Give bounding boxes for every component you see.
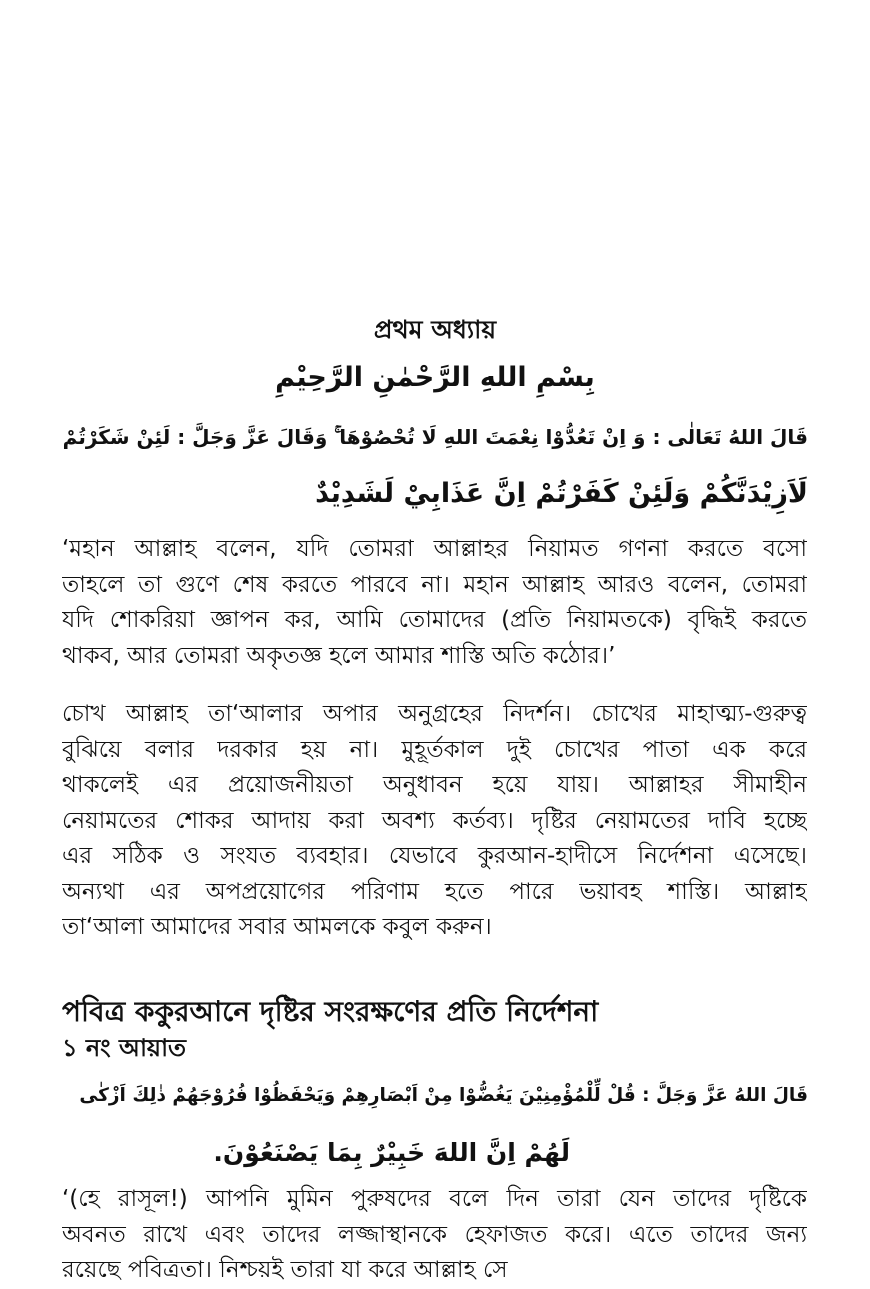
intro-paragraph [62,697,807,946]
intro-paragraph-line: থাকলেই এর প্রয়োজনীয়তা অনুধাবন হয়ে যায়। আল্লাহর সীমাহীন [62,772,807,798]
verse2-translation-line: ‘(হে রাসূল!) আপনি মুমিন পুরুষদের বলে দিন তারা যেন তাদের দৃষ্টিকে [62,1186,807,1212]
verse1-arabic-line-2: لَاَزِيْدَنَّكُمْ وَلَئِنْ كَفَرْتُمْ اِنَّ عَذَابِيْ لَشَدِيْدٌ [315,478,808,509]
verse1-translation-line: থাকব, আর তোমরা অকৃতজ্ঞ হলে আমার শাস্তি অতি কঠোর।’ [62,642,616,669]
verse1-translation-line: যদি শোকরিয়া জ্ঞাপন কর, আমি তোমাদের (প্রতি নিয়ামতকে) বৃদ্ধিই করতে [62,607,807,633]
intro-paragraph-line: এর সঠিক ও সংযত ব্যবহার। যেভাবে কুরআন-হাদীসে নির্দেশনা এসেছে। [62,843,807,869]
verse2-arabic-line-1: قَالَ اللهُ عَزَّ وَجَلَّ : قُلْ لِّلْمُؤْمِنِيْنَ يَغُضُّوْا مِنْ اَبْصَارِهِمْ وَيَحْفَظُوْا فُرُوْجَهُمْ ذٰلِكَ اَزْكٰى [79,1085,808,1106]
intro-paragraph-line: বুঝিয়ে বলার দরকার হয় না। মুহূর্তকাল দুই চোখের পাতা এক করে [62,736,807,763]
intro-paragraph-line: অন্যথা এর অপপ্রয়োগের পরিণাম হতে পারে ভয়াবহ শাস্তি। আল্লাহ [62,878,807,905]
verse1-arabic-line-1: قَالَ اللهُ تَعَالٰى : وَ اِنْ تَعُدُّوْا نِعْمَتَ اللهِ لَا تُحْصُوْهَا ۚ وَقَالَ عَزَّ وَجَلَّ : لَئِنْ شَكَرْتُمْ [62,425,808,449]
verse2-arabic-line-2: لَهُمْ اِنَّ اللهَ خَبِيْرٌ بِمَا يَصْنَعُوْنَ. [213,1138,570,1167]
verse1-translation-line: তাহলে তা গুণে শেষ করতে পারবে না। মহান আল্লাহ আরও বলেন, তোমরা [62,571,807,598]
verse2-translation-line: রয়েছে পবিত্রতা। নিশ্চয়ই তারা যা করে আল্লাহ সে [62,1257,508,1283]
bismillah: بِسْمِ اللهِ الرَّحْمٰنِ الرَّحِيْمِ [275,362,595,393]
intro-paragraph-line: তা‘আলা আমাদের সবার আমলকে কবুল করুন। [62,914,492,940]
verse2-translation [62,1182,807,1289]
ayah-label: ১ নং আয়াত [62,1034,187,1062]
verse1-translation-line: ‘মহান আল্লাহ বলেন, যদি তোমরা আল্লাহর নিয়ামত গণনা করতে বসো [62,536,807,562]
intro-paragraph-line: চোখ আল্লাহ তা‘আলার অপার অনুগ্রহের নিদর্শন। চোখের মাহাত্ম্য-গুরুত্ব [62,701,807,727]
verse1-translation [62,532,807,674]
verse2-translation-line: অবনত রাখে এবং তাদের লজ্জাস্থানকে হেফাজত করে। এতে তাদের জন্য [62,1221,807,1248]
chapter-title: প্রথম অধ্যায় [373,315,497,344]
section-heading: পবিত্র ককুরআনে দৃষ্টির সংরক্ষণের প্রতি নির্দেশনা [62,995,599,1028]
intro-paragraph-line: নেয়ামতের শোকর আদায় করা অবশ্য কর্তব্য। দৃষ্টির নেয়ামতের দাবি হচ্ছে [62,807,807,834]
